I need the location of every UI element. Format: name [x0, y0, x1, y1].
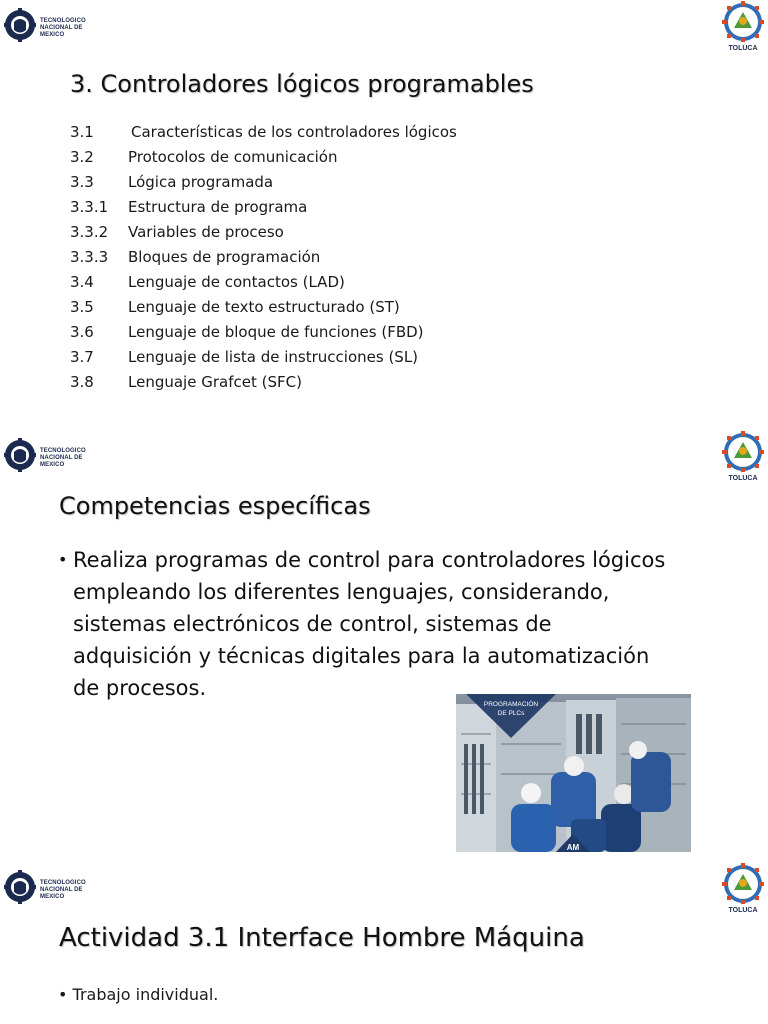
topic-number: 3.3	[70, 173, 94, 191]
toluca-logo	[720, 0, 766, 52]
topic-text: Lenguaje Grafcet (SFC)	[128, 373, 302, 391]
tecnm-emblem-icon	[4, 2, 38, 48]
photo-banner-line1: PROGRAMACIÓN	[483, 701, 539, 708]
slide-1-title: 3. Controladores lógicos programables	[70, 70, 534, 98]
topic-number: 3.4	[70, 273, 94, 291]
topic-number: 3.1	[70, 123, 94, 141]
topic-number: 3.8	[70, 373, 94, 391]
toluca-label: TOLUCA	[728, 45, 758, 52]
toluca-label: TOLUCA	[728, 907, 758, 914]
tecnm-text-line2: NACIONAL DE MEXICO	[40, 455, 83, 468]
tecnm-text-line1: TECNOLOGICO	[40, 18, 86, 24]
topic-number: 3.6	[70, 323, 94, 341]
tecnm-logo	[4, 2, 104, 50]
tecnm-text-line1: TECNOLOGICO	[40, 448, 86, 454]
topic-text: Protocolos de comunicación	[128, 148, 338, 166]
toluca-logo	[720, 430, 766, 482]
photo-badge: AM	[566, 843, 580, 852]
topic-text: Lenguaje de contactos (LAD)	[128, 273, 345, 291]
topic-number: 3.5	[70, 298, 94, 316]
competency-text: Realiza programas de control para controladores lógicos empleando los diferentes lenguajes, considerando, sistemas electrónicos de control, sistemas de adquisición y técnicas digitales para la automatización de procesos.	[73, 548, 666, 700]
topic-number: 3.2	[70, 148, 94, 166]
activity-text: Trabajo individual.	[72, 985, 219, 1004]
tecnm-text-line2: NACIONAL DE MEXICO	[40, 25, 83, 38]
photo-banner-line2: DE PLCs	[497, 710, 525, 717]
slide-1	[0, 0, 768, 410]
topic-number: 3.3.1	[70, 198, 109, 216]
slide-2-title: Competencias específicas	[59, 492, 371, 520]
toluca-gear-icon	[720, 430, 766, 482]
activity-bullet	[58, 985, 218, 1004]
topic-number: 3.3.3	[70, 248, 109, 266]
topic-text: Lenguaje de bloque de funciones (FBD)	[128, 323, 424, 341]
tecnm-logo	[4, 864, 104, 912]
topic-text: Estructura de programa	[128, 198, 308, 216]
tecnm-text-line2: NACIONAL DE MEXICO	[40, 887, 83, 900]
bullet-dot: •	[58, 985, 68, 1004]
topic-text: Lenguaje de lista de instrucciones (SL)	[128, 348, 419, 366]
tecnm-text-line1: TECNOLOGICO	[40, 880, 86, 886]
topic-text: Lenguaje de texto estructurado (ST)	[128, 298, 400, 316]
topic-number: 3.3.2	[70, 223, 109, 241]
tecnm-emblem-icon	[4, 864, 38, 910]
slide-2	[0, 430, 768, 854]
topic-text: Características de los controladores lógicos	[131, 123, 457, 141]
bullet-dot: •	[58, 550, 68, 569]
topic-text: Variables de proceso	[128, 223, 284, 241]
tecnm-logo	[4, 432, 104, 480]
slide-3	[0, 862, 768, 1024]
tecnm-emblem-icon	[4, 432, 38, 478]
topic-text: Bloques de programación	[128, 248, 321, 266]
toluca-gear-icon	[720, 862, 766, 914]
toluca-label: TOLUCA	[728, 475, 758, 482]
topic-number: 3.7	[70, 348, 94, 366]
plc-programming-photo	[456, 694, 691, 852]
slide-3-title: Actividad 3.1 Interface Hombre Máquina	[59, 923, 585, 953]
toluca-logo	[720, 862, 766, 914]
toluca-gear-icon	[720, 0, 766, 52]
topic-text: Lógica programada	[128, 173, 274, 191]
